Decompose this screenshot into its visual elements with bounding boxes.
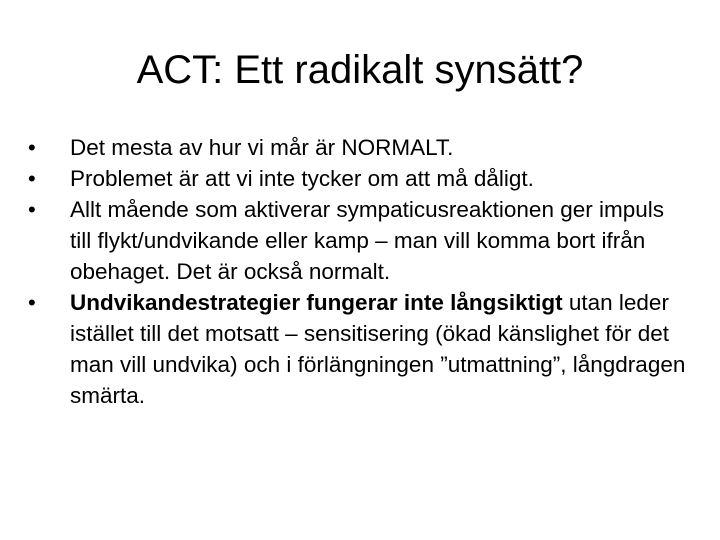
bullet-item-4 (28, 287, 688, 411)
bullet-bold-text: Undvikandestrategier fungerar inte långsiktigt (70, 290, 563, 315)
bullet-icon: • (28, 135, 36, 160)
bullet-item-1 (28, 132, 688, 163)
bullet-text: Problemet är att vi inte tycker om att må dåligt. (70, 166, 534, 191)
slide-title: ACT: Ett radikalt synsätt? (136, 48, 584, 92)
bullet-text: utan leder istället till det motsatt – sensitisering (ökad känslighet för det man vill undvika) och i förlängningen ”utmattning”, långdragen smärta. (70, 290, 686, 408)
bullet-list (28, 132, 688, 411)
bullet-text: Det mesta av hur vi mår är NORMALT. (70, 135, 454, 160)
bullet-text: Allt mående som aktiverar sympaticusreaktionen ger impuls till flykt/undvikande eller kamp – man vill komma bort ifrån obehaget. Det är också normalt. (70, 197, 664, 284)
bullet-icon: • (28, 290, 36, 315)
bullet-item-2 (28, 163, 688, 194)
bullet-item-3 (28, 194, 688, 287)
bullet-icon: • (28, 166, 36, 191)
bullet-icon: • (28, 197, 36, 222)
